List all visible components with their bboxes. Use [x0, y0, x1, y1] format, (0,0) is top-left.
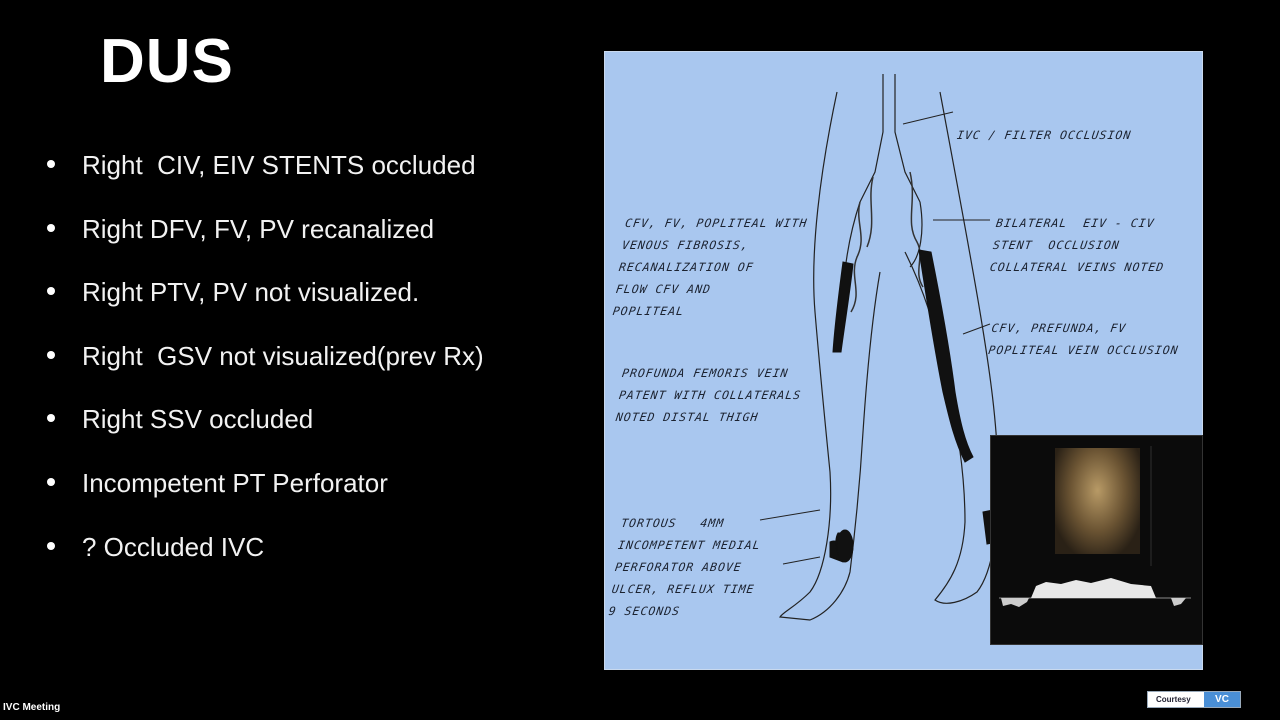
bullet-dot-icon: [47, 351, 55, 359]
bullet-item: Right CIV, EIV STENTS occluded: [44, 148, 484, 212]
bullet-item: Right DFV, FV, PV recanalized: [44, 212, 484, 276]
bullet-dot-icon: [47, 160, 55, 168]
slide-title: DUS: [100, 27, 234, 96]
bullet-dot-icon: [47, 224, 55, 232]
bullet-item: Right SSV occluded: [44, 402, 484, 466]
bullet-list: [44, 148, 484, 593]
annotation-tortous: TORTOUS 4MM INCOMPETENT MEDIAL PERFORATOR ABOVE ULCER, REFLUX TIME 9 SECONDS: [607, 516, 762, 618]
bullet-dot-icon: [47, 478, 55, 486]
annotation-bilateral: BILATERAL EIV - CIV STENT OCCLUSION COLLATERAL VEINS NOTED: [988, 216, 1166, 274]
meeting-name-label: IVC Meeting: [3, 702, 61, 713]
courtesy-logo: [1147, 691, 1241, 708]
bullet-item: ? Occluded IVC: [44, 530, 484, 594]
courtesy-text: Courtesy: [1156, 695, 1191, 704]
vc-logo: VC: [1204, 692, 1240, 707]
ultrasound-inset: [990, 435, 1203, 645]
bullet-item: Right GSV not visualized(prev Rx): [44, 339, 484, 403]
annotation-ivc: IVC / FILTER OCCLUSION: [956, 128, 1133, 142]
bullet-item: Right PTV, PV not visualized.: [44, 275, 484, 339]
annotation-profunda: PROFUNDA FEMORIS VEIN PATENT WITH COLLATERALS NOTED DISTAL THIGH: [614, 366, 803, 424]
bullet-item: Incompetent PT Perforator: [44, 466, 484, 530]
bullet-dot-icon: [47, 414, 55, 422]
ultrasound-image: [1055, 448, 1140, 554]
annotation-cfv-left: CFV, FV, POPLITEAL WITH VENOUS FIBROSIS, RECANALIZATION OF FLOW CFV AND POPLITEAL: [611, 216, 809, 318]
bullet-dot-icon: [47, 542, 55, 550]
annotation-cfv-right: CFV, PREFUNDA, FV POPLITEAL VEIN OCCLUSION: [987, 321, 1180, 357]
bullet-dot-icon: [47, 287, 55, 295]
